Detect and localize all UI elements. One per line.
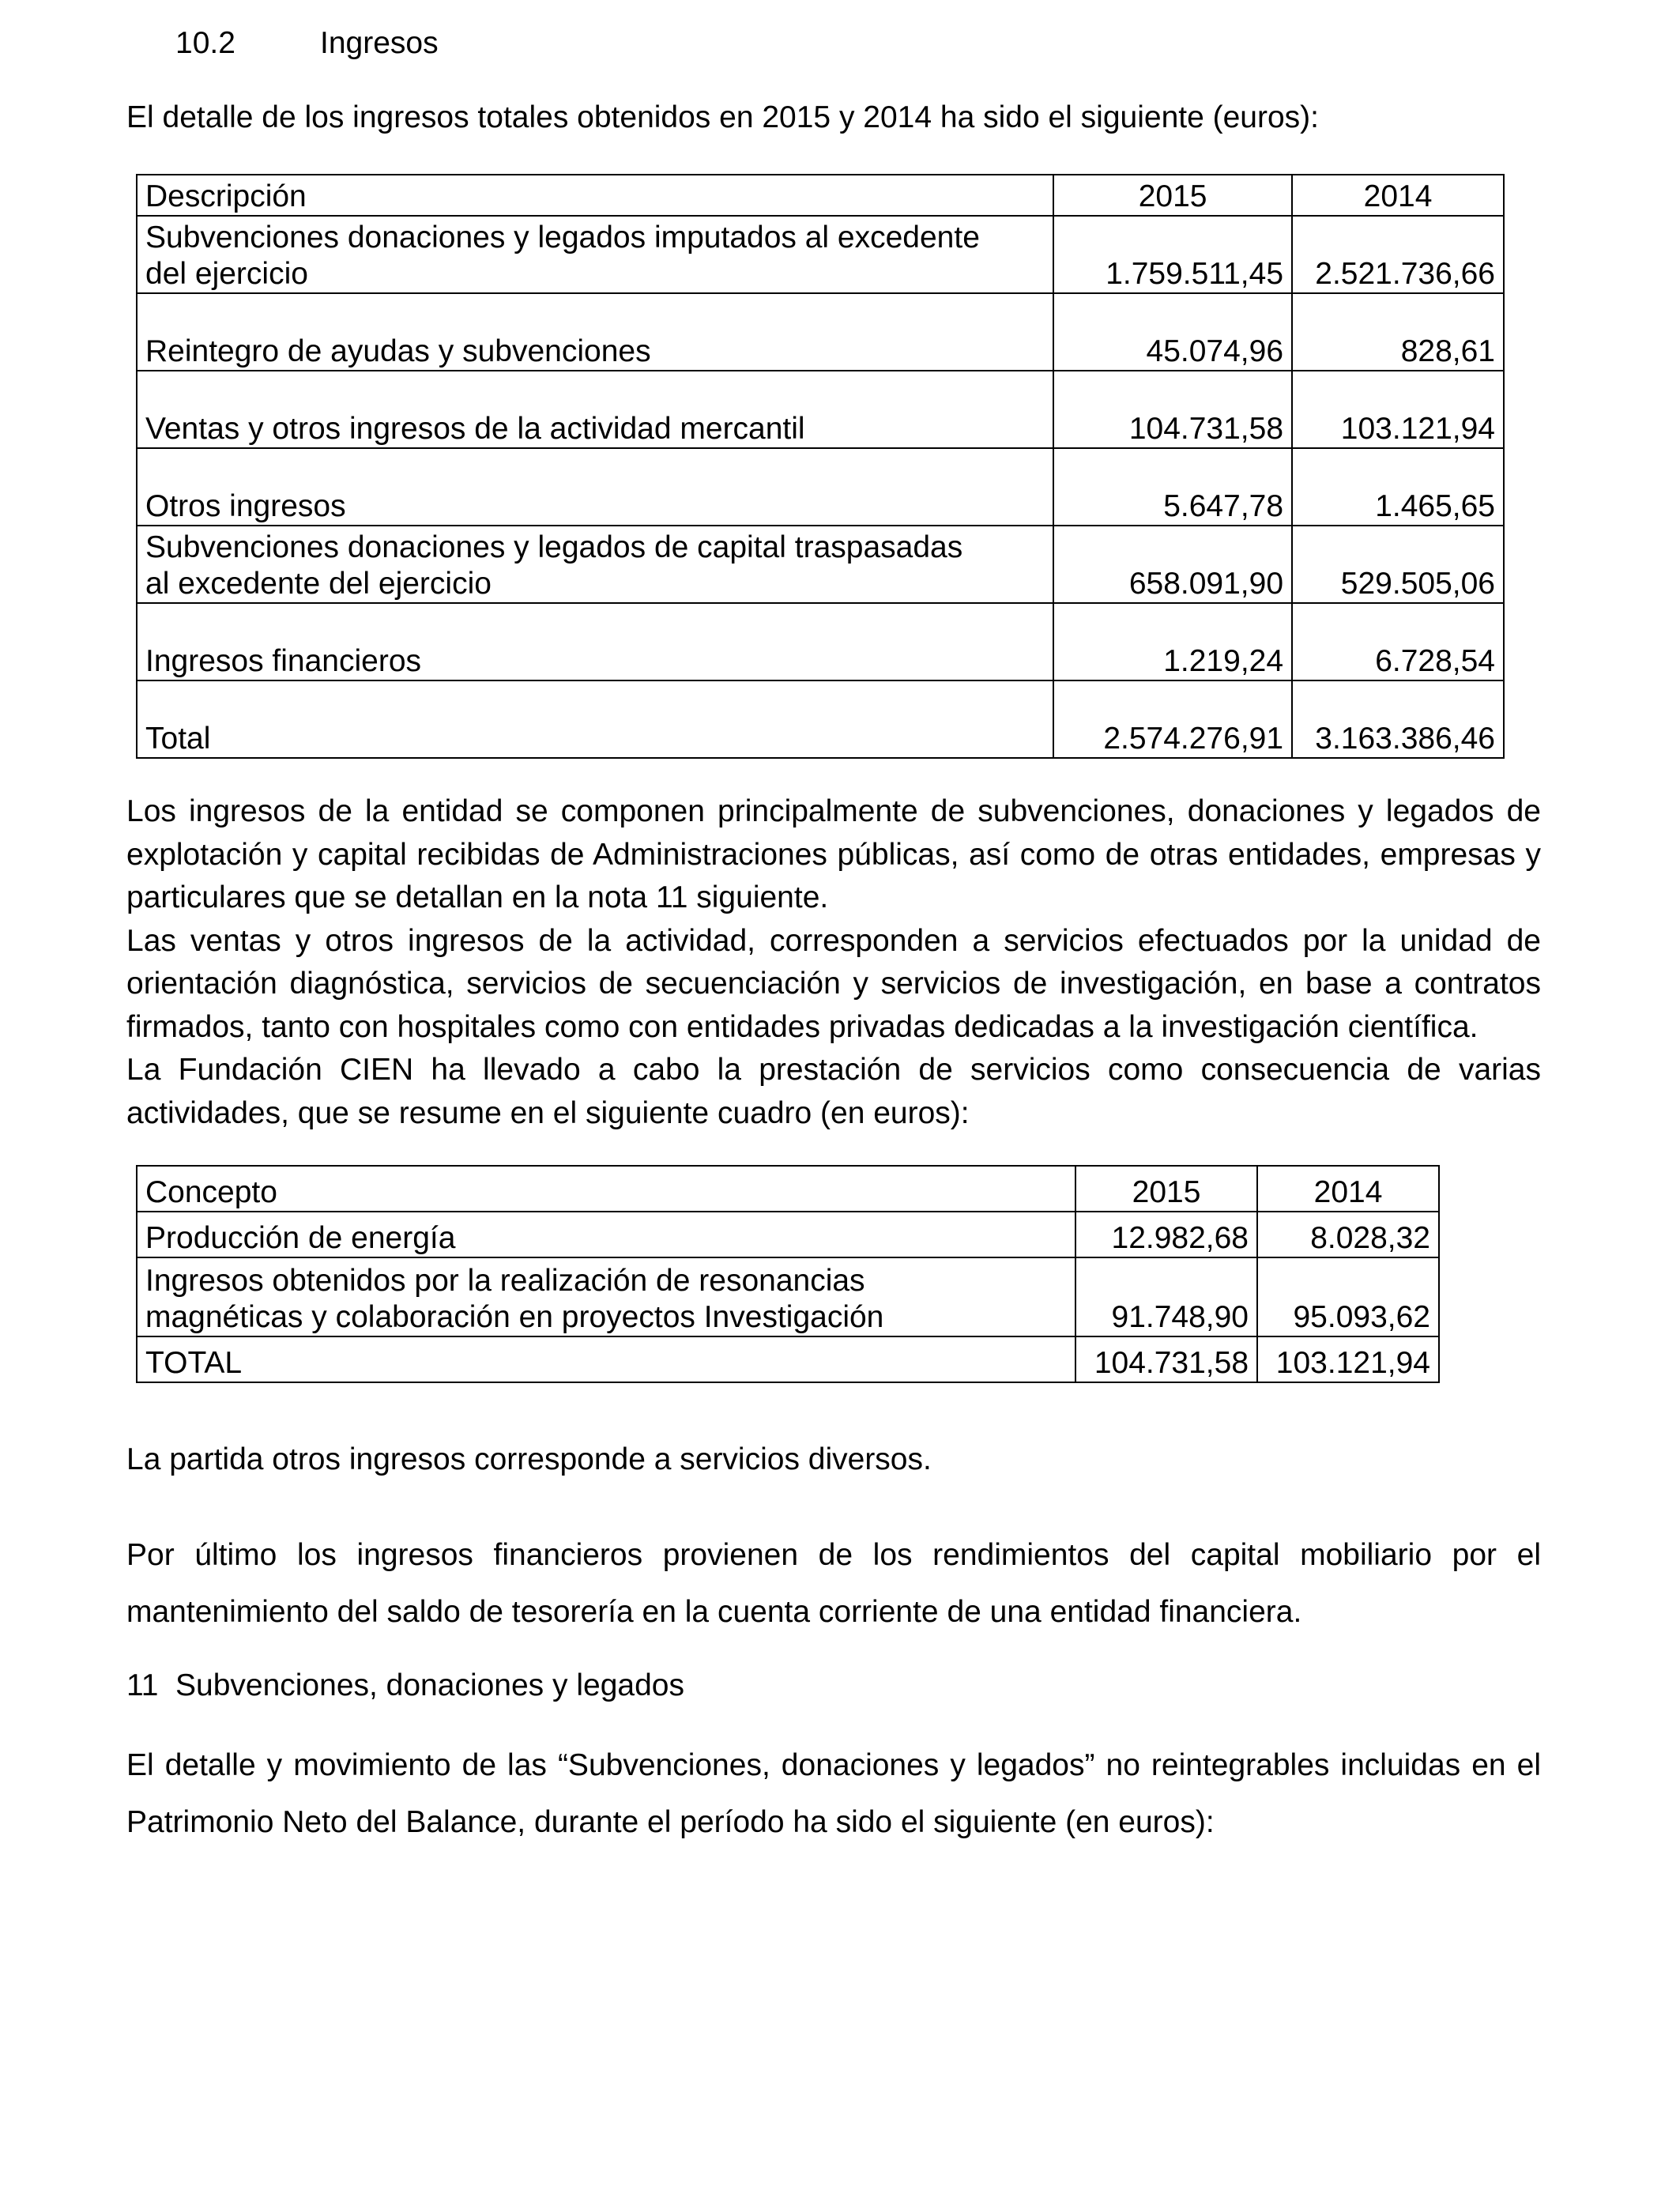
servicios-cell-description [137,1336,1075,1382]
servicios-cell-v2014: 95.093,62 [1257,1257,1439,1336]
intro-text: El detalle de los ingresos totales obtenidos en 2015 y 2014 ha sido el siguiente (euros): [126,100,1319,134]
table-row [137,293,1504,371]
ingresos-cell-v2014: 1.465,65 [1292,448,1504,526]
paragraphs-block [126,790,1541,1135]
description-line: Total [145,722,211,756]
ingresos-cell-description [137,448,1053,526]
ingresos-header-col-descripcion: Descripción [137,175,1053,216]
section-number-10-2: 10.2 [175,26,235,60]
section-title-subvenciones: Subvenciones, donaciones y legados [175,1668,684,1702]
ingresos-cell-description [137,680,1053,758]
servicios-header-row [137,1166,1439,1212]
ingresos-cell-v2014: 6.728,54 [1292,603,1504,680]
ingresos-cell-v2014: 828,61 [1292,293,1504,371]
servicios-cell-description [137,1257,1075,1336]
ingresos-header-col-2014: 2014 [1292,175,1504,216]
description-line: Producción de energía [145,1221,456,1255]
ingresos-cell-description [137,216,1053,293]
ingresos-cell-v2015: 104.731,58 [1053,371,1292,448]
ingresos-cell-v2015: 1.219,24 [1053,603,1292,680]
servicios-cell-v2014: 103.121,94 [1257,1336,1439,1382]
ingresos-cell-v2014: 3.163.386,46 [1292,680,1504,758]
ingresos-cell-description [137,526,1053,603]
table-row [137,371,1504,448]
financieros-block [126,1527,1541,1641]
servicios-cell-v2014: 8.028,32 [1257,1212,1439,1257]
description-line: Subvenciones donaciones y legados imputados al excedente [145,221,980,254]
otros-ingresos-note: La partida otros ingresos corresponde a servicios diversos. [126,1442,932,1476]
table-row [137,526,1504,603]
ingresos-cell-v2015: 2.574.276,91 [1053,680,1292,758]
table-row [137,1336,1439,1382]
table-row [137,448,1504,526]
description-line: Otros ingresos [145,489,346,523]
description-line: al excedente del ejercicio [145,567,492,601]
ingresos-cell-v2015: 658.091,90 [1053,526,1292,603]
servicios-header-col-descripcion: Concepto [137,1166,1075,1212]
ingresos-cell-v2014: 103.121,94 [1292,371,1504,448]
table-row [137,1212,1439,1257]
description-line: TOTAL [145,1346,243,1380]
section-number-11: 11 [126,1668,159,1702]
ingresos-header-row [137,175,1504,216]
description-line: magnéticas y colaboración en proyectos Investigación [145,1300,884,1334]
ingresos-cell-v2014: 2.521.736,66 [1292,216,1504,293]
table-row [137,680,1504,758]
section-title-ingresos: Ingresos [320,26,439,60]
table-row [137,1257,1439,1336]
description-line: del ejercicio [145,257,308,291]
paragraph-section-11-intro: El detalle y movimiento de las “Subvenciones, donaciones y legados” no reintegrables incluidas en el Patrimonio Neto del Balance, durante el período ha sido el siguiente (en euros): [126,1748,1541,1839]
table-row [137,216,1504,293]
paragraph-ventas: Las ventas y otros ingresos de la actividad, corresponden a servicios efectuados por la unidad de orientación diagnóstica, servicios de secuenciación y servicios de investigación, en base a contratos firmados, tanto con hospitales como con entidades privadas dedicadas a la investigación científica. [126,923,1541,1044]
section-11-block [126,1737,1541,1851]
paragraph-ingresos-entidad: Los ingresos de la entidad se componen principalmente de subvenciones, donaciones y legados de explotación y capital recibidas de Administraciones públicas, así como de otras entidades, empresas y particulares que se detallan en la nota 11 siguiente. [126,794,1541,914]
servicios-header-col-2014: 2014 [1257,1166,1439,1212]
ingresos-cell-v2014: 529.505,06 [1292,526,1504,603]
description-line: Reintegro de ayudas y subvenciones [145,334,651,368]
paragraph-financieros: Por último los ingresos financieros provienen de los rendimientos del capital mobiliario por el mantenimiento del saldo de tesorería en la cuenta corriente de una entidad financiera. [126,1538,1541,1629]
servicios-cell-description [137,1212,1075,1257]
ingresos-cell-v2015: 1.759.511,45 [1053,216,1292,293]
ingresos-cell-description [137,293,1053,371]
description-line: Ventas y otros ingresos de la actividad mercantil [145,412,805,446]
servicios-cell-v2015: 12.982,68 [1075,1212,1257,1257]
ingresos-header-col-2015: 2015 [1053,175,1292,216]
servicios-cell-v2015: 104.731,58 [1075,1336,1257,1382]
ingresos-cell-description [137,371,1053,448]
description-line: Ingresos financieros [145,644,422,678]
description-line: Subvenciones donaciones y legados de capital traspasadas [145,530,963,564]
servicios-cell-v2015: 91.748,90 [1075,1257,1257,1336]
description-line: Ingresos obtenidos por la realización de resonancias [145,1264,865,1298]
paragraph-fundacion: La Fundación CIEN ha llevado a cabo la prestación de servicios como consecuencia de varias actividades, que se resume en el siguiente cuadro (en euros): [126,1053,1541,1130]
ingresos-cell-description [137,603,1053,680]
ingresos-cell-v2015: 5.647,78 [1053,448,1292,526]
servicios-table [136,1165,1440,1383]
ingresos-table [136,174,1505,759]
table-row [137,603,1504,680]
ingresos-cell-v2015: 45.074,96 [1053,293,1292,371]
servicios-header-col-2015: 2015 [1075,1166,1257,1212]
